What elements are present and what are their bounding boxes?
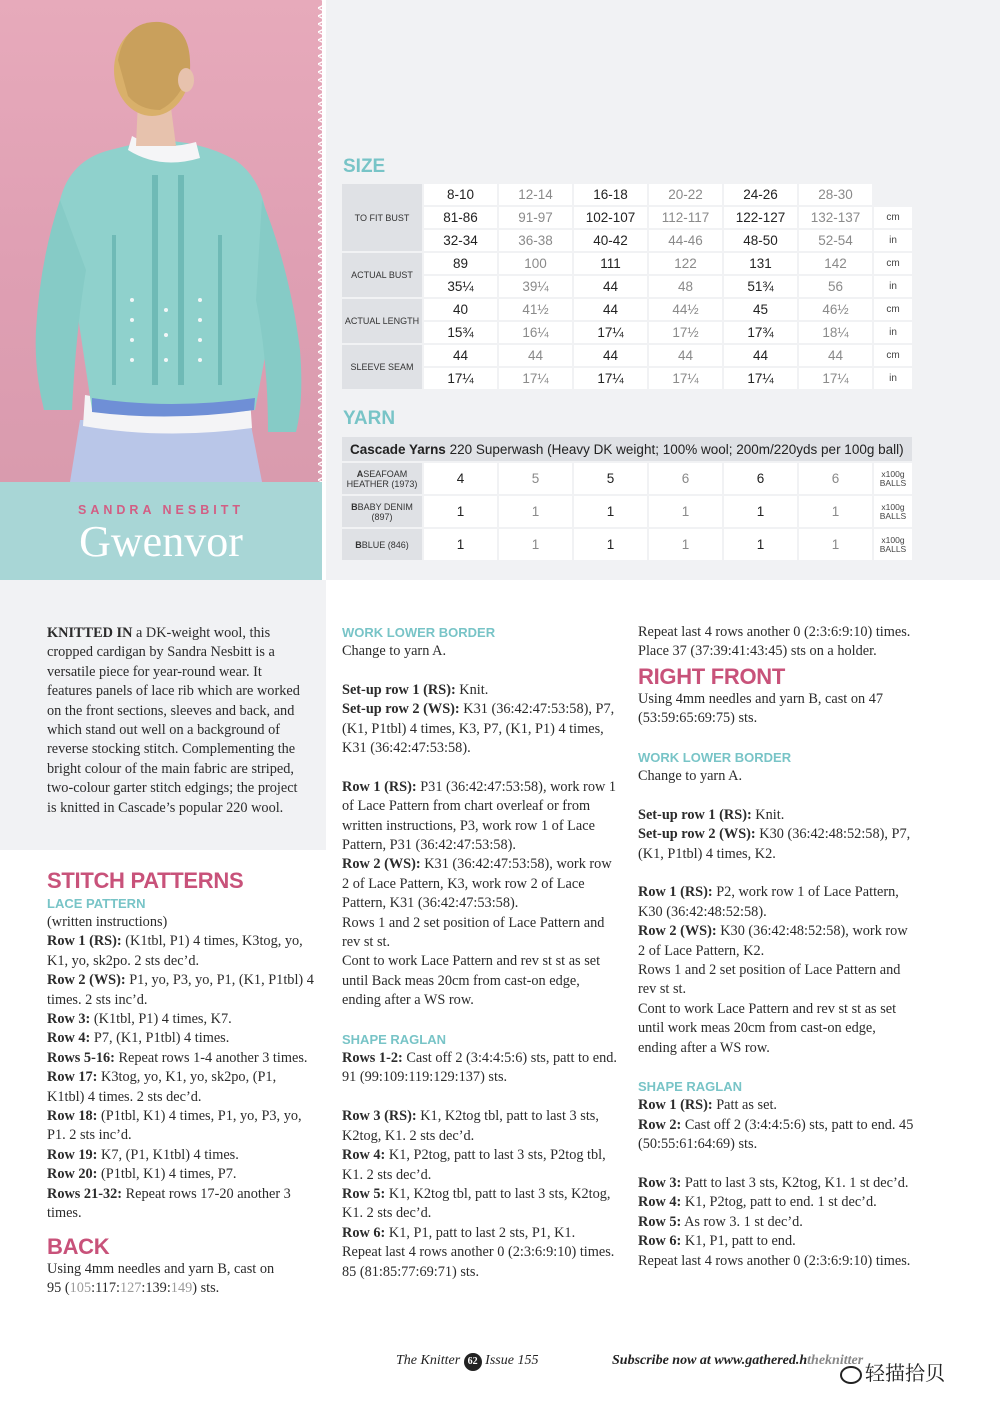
stitch-row: Row 2 (WS): P1, yo, P3, yo, P1, (K1, P1tbl) 4 times. 2 sts inc’d. <box>47 972 314 1008</box>
size-row-label: ACTUAL BUST <box>342 253 422 297</box>
page-number: 62 <box>464 1353 482 1371</box>
rf-raglan-row-6: Row 6: K1, P1, patt to end. <box>638 1233 796 1250</box>
yarn-cell: 6 <box>724 463 797 494</box>
stitch-row: Row 18: (P1tbl, K1) 4 times, P1, yo, P3, yo, P1. 2 sts inc’d. <box>47 1108 302 1144</box>
size-cell: 44 <box>424 345 497 366</box>
size-cell: 35¼ <box>424 276 497 297</box>
size-cell: 51¾ <box>724 276 797 297</box>
yarn-cell: 1 <box>499 529 572 560</box>
size-cell: 44 <box>799 345 872 366</box>
stitch-row: Row 4: P7, (K1, P1tbl) 4 times. <box>47 1030 230 1047</box>
yarn-cell: 1 <box>649 529 722 560</box>
yarn-cell: 1 <box>424 496 497 527</box>
yarn-shade-label: ASEAFOAM HEATHER (1973) <box>342 463 422 494</box>
right-front-instructions <box>638 623 916 1271</box>
watermark: 轻描拾贝 <box>840 1357 945 1386</box>
size-cell: 28-30 <box>799 184 872 205</box>
raglan-rows-1-2: Rows 1-2: Cast off 2 (3:4:4:5:6) sts, patt to end. <box>342 1050 617 1067</box>
size-cell: 132-137 <box>799 207 872 228</box>
lace-pattern-subheading: LACE PATTERN <box>47 896 146 911</box>
yarn-row <box>342 463 912 494</box>
size-cell: 17¾ <box>724 322 797 343</box>
stitch-row: Row 20: (P1tbl, K1) 4 times, P7. <box>47 1166 237 1183</box>
size-cell: 8-10 <box>424 184 497 205</box>
size-unit: in <box>874 276 912 297</box>
size-cell: 32-34 <box>424 230 497 251</box>
size-cell: 17¼ <box>724 368 797 389</box>
raglan-row-3: Row 3 (RS): K1, K2tog tbl, patt to last 3 sts, K2tog, K1. 2 sts dec’d. <box>342 1108 599 1144</box>
size-unit: cm <box>874 345 912 366</box>
size-cell: 36-38 <box>499 230 572 251</box>
work-lower-border-heading: WORK LOWER BORDER <box>342 625 496 640</box>
stitch-row: Row 3: (K1tbl, P1) 4 times, K7. <box>47 1011 232 1028</box>
cover-photo <box>0 0 322 482</box>
size-cell: 17½ <box>649 322 722 343</box>
size-cell: 111 <box>574 253 647 274</box>
rf-raglan-row-3: Row 3: Patt to last 3 sts, K2tog, K1. 1 st dec’d. <box>638 1175 909 1192</box>
size-row <box>342 322 912 343</box>
footer-subscribe[interactable]: Subscribe now at www.gathered.htheknitter <box>612 1353 864 1368</box>
repeat-text: Repeat last 4 rows another 0 (2:3:6:9:10) times. <box>342 1244 615 1261</box>
size-cell: 40 <box>424 299 497 320</box>
size-cell: 12-14 <box>499 184 572 205</box>
rf-raglan-row-2: Row 2: Cast off 2 (3:4:4:5:6) sts, patt to end. 45 (50:55:61:64:69) sts. <box>638 1116 914 1153</box>
rf-shape-raglan-heading: SHAPE RAGLAN <box>638 1079 743 1095</box>
intro-body: a DK-weight wool, this cropped cardigan by Sandra Nesbitt is a versatile piece for year-round wear. It features panels of lace rib which are worked on the front sections, sleeves and back, and which stand out well on a background of reverse stocking stitch. Complementing the bright colour of the main fabric are striped, two-colour garter stitch edgings; the project is knitted in Cascade’s popular 220 wool. <box>47 625 300 816</box>
size-cell: 45 <box>724 299 797 320</box>
rf-raglan-row-1: Row 1 (RS): Patt as set. <box>638 1097 777 1114</box>
setup-row-1: Set-up row 1 (RS): Knit. <box>342 681 489 698</box>
repeat-result: 85 (81:85:77:69:71) sts. <box>342 1263 480 1280</box>
yarn-cell: 1 <box>574 496 647 527</box>
setup-row-2: Set-up row 2 (WS): K31 (36:42:47:53:58), P7, (K1, P1tbl) 4 times, K3, P7, (K1, P1) 4 times, K31 (36:42:47:53:58). <box>342 701 615 757</box>
size-cell: 39¼ <box>499 276 572 297</box>
rf-setup-row-1: Set-up row 1 (RS): Knit. <box>638 806 785 823</box>
size-table <box>340 182 914 391</box>
size-row <box>342 368 912 389</box>
size-unit: in <box>874 368 912 389</box>
yarn-unit: x100g BALLS <box>874 496 912 527</box>
size-cell: 122-127 <box>724 207 797 228</box>
size-row <box>342 184 912 205</box>
size-unit: in <box>874 230 912 251</box>
size-cell: 15¾ <box>424 322 497 343</box>
yarn-cell: 6 <box>799 463 872 494</box>
yarn-shade-label: BBABY DENIM (897) <box>342 496 422 527</box>
right-front-cast-on: Using 4mm needles and yarn B, cast on 47 (53:59:65:69:75) sts. <box>638 690 883 727</box>
right-front-heading: RIGHT FRONT <box>638 663 786 689</box>
size-cell: 24-26 <box>724 184 797 205</box>
size-cell: 91-97 <box>499 207 572 228</box>
size-cell: 89 <box>424 253 497 274</box>
yarn-cell: 1 <box>724 496 797 527</box>
size-heading: SIZE <box>343 156 386 177</box>
size-cell: 44 <box>574 299 647 320</box>
size-cell: 44½ <box>649 299 722 320</box>
pattern-title: Gwenvor <box>79 517 243 566</box>
size-row-label: TO FIT BUST <box>342 184 422 251</box>
rf-row-1: Row 1 (RS): P2, work row 1 of Lace Pattern, K30 (36:42:48:52:58). <box>638 884 899 920</box>
size-cell: 17¼ <box>574 368 647 389</box>
yarn-heading: YARN <box>343 408 396 429</box>
yarn-cell: 1 <box>424 529 497 560</box>
size-row <box>342 230 912 251</box>
rf-work-lower-border-heading: WORK LOWER BORDER <box>638 750 792 766</box>
size-cell: 102-107 <box>574 207 647 228</box>
rf-row-2: Row 2 (WS): K30 (36:42:48:52:58), work row 2 of Lace Pattern, K2. <box>638 923 908 959</box>
stitch-patterns-heading: STITCH PATTERNS <box>47 868 244 893</box>
set-position-text: Rows 1 and 2 set position of Lace Pattern and rev st st. <box>342 914 605 951</box>
stitch-row: Row 1 (RS): (K1tbl, P1) 4 times, K3tog, yo, K1, yo, sk2po. 2 sts dec’d. <box>47 933 303 969</box>
size-row <box>342 253 912 274</box>
raglan-result: 91 (99:109:119:129:137) sts. <box>342 1069 508 1086</box>
yarn-row <box>342 529 912 560</box>
rf-change-yarn-text: Change to yarn A. <box>638 768 743 785</box>
yarn-row <box>342 496 912 527</box>
rf-raglan-row-5: Row 5: As row 3. 1 st dec’d. <box>638 1213 803 1230</box>
yarn-cell: 1 <box>799 529 872 560</box>
intro-text <box>47 624 309 818</box>
yarn-unit: x100g BALLS <box>874 529 912 560</box>
back-heading: BACK <box>47 1233 110 1259</box>
continue-text: Cont to work Lace Pattern and rev st st as set until Back meas 20cm from cast-on edge, ending after a WS row. <box>342 953 601 1009</box>
yarn-shade-label: BBLUE (846) <box>342 529 422 560</box>
yarn-cell: 1 <box>649 496 722 527</box>
footer-magazine: The Knitter 62 Issue 155 <box>396 1353 538 1371</box>
size-cell: 17¼ <box>649 368 722 389</box>
size-cell: 44 <box>724 345 797 366</box>
size-cell: 17¼ <box>424 368 497 389</box>
model-photo-illustration <box>0 0 322 482</box>
rf-setup-row-2: Set-up row 2 (WS): K30 (36:42:48:52:58), P7, (K1, P1tbl) 4 times, K2. <box>638 826 911 862</box>
rf-repeat-text: Repeat last 4 rows another 0 (2:3:6:9:10) times. <box>638 1252 911 1269</box>
size-cell: 142 <box>799 253 872 274</box>
stitch-row: Row 17: K3tog, yo, K1, yo, sk2po, (P1, K1tbl) 4 times. 2 sts dec’d. <box>47 1069 277 1105</box>
yarn-unit: x100g BALLS <box>874 463 912 494</box>
stitch-patterns-section <box>47 862 315 1298</box>
change-yarn-text: Change to yarn A. <box>342 643 447 659</box>
back-instructions <box>342 623 620 1282</box>
raglan-row-5: Row 5: K1, K2tog tbl, patt to last 3 sts, K2tog, K1. 2 sts dec’d. <box>342 1185 611 1222</box>
stitch-row: Rows 21-32: Repeat rows 17-20 another 3 times. <box>47 1185 291 1222</box>
size-unit: cm <box>874 299 912 320</box>
size-cell: 81-86 <box>424 207 497 228</box>
size-unit: cm <box>874 207 912 228</box>
back-row-2: Row 2 (WS): K31 (36:42:47:53:58), work row 2 of Lace Pattern, K3, work row 2 of Lace Pattern, K31 (36:42:47:53:58). <box>342 856 612 912</box>
size-row <box>342 276 912 297</box>
size-cell: 131 <box>724 253 797 274</box>
stitch-row: Rows 5-16: Repeat rows 1-4 another 3 times. <box>47 1049 308 1066</box>
wechat-icon <box>840 1366 862 1384</box>
size-cell: 56 <box>799 276 872 297</box>
size-unit: cm <box>874 253 912 274</box>
yarn-cell: 5 <box>574 463 647 494</box>
size-row-label: SLEEVE SEAM <box>342 345 422 389</box>
size-cell: 122 <box>649 253 722 274</box>
size-unit: in <box>874 322 912 343</box>
size-cell: 17¼ <box>499 368 572 389</box>
back-cast-on: Using 4mm needles and yarn B, cast on 95 (105:117:127:139:149) sts. <box>47 1260 275 1296</box>
size-cell: 44 <box>574 276 647 297</box>
rf-raglan-row-4: Row 4: K1, P2tog, patt to end. 1 st dec’d. <box>638 1194 877 1211</box>
size-cell: 52-54 <box>799 230 872 251</box>
size-cell: 44-46 <box>649 230 722 251</box>
written-instructions-note: (written instructions) <box>47 914 168 930</box>
raglan-row-6: Row 6: K1, P1, patt to last 2 sts, P1, K1. <box>342 1224 576 1241</box>
size-cell: 16-18 <box>574 184 647 205</box>
shape-raglan-heading: SHAPE RAGLAN <box>342 1032 447 1048</box>
place-holder-text: Place 37 (37:39:41:43:45) sts on a holder. <box>638 643 877 660</box>
yarn-cell: 6 <box>649 463 722 494</box>
back-row-1: Row 1 (RS): P31 (36:42:47:53:58), work row 1 of Lace Pattern from chart overleaf or from written instructions, P3, work row 1 of Lace Pattern, P31 (36:42:47:53:58). <box>342 778 617 854</box>
rf-continue-text: Cont to work Lace Pattern and rev st st as set until work meas 20cm from cast-on edge, ending after a WS row. <box>638 1000 897 1056</box>
stitch-row: Row 19: K7, (P1, K1tbl) 4 times. <box>47 1146 239 1163</box>
size-cell: 41½ <box>499 299 572 320</box>
yarn-table <box>340 435 914 562</box>
size-cell: 17¼ <box>799 368 872 389</box>
yarn-cell: 1 <box>574 529 647 560</box>
yarn-cell: 1 <box>799 496 872 527</box>
size-unit <box>874 184 912 205</box>
size-cell: 100 <box>499 253 572 274</box>
yarn-cell: 1 <box>724 529 797 560</box>
size-cell: 44 <box>499 345 572 366</box>
rf-set-position-text: Rows 1 and 2 set position of Lace Pattern and rev st st. <box>638 962 901 998</box>
size-cell: 112-117 <box>649 207 722 228</box>
size-row <box>342 207 912 228</box>
yarn-cell: 4 <box>424 463 497 494</box>
yarn-cell: 1 <box>499 496 572 527</box>
intro-lead: KNITTED IN <box>47 625 133 641</box>
size-cell: 48-50 <box>724 230 797 251</box>
size-cell: 40-42 <box>574 230 647 251</box>
size-cell: 18¼ <box>799 322 872 343</box>
raglan-row-4: Row 4: K1, P2tog, patt to last 3 sts, P2tog tbl, K1. 2 sts dec’d. <box>342 1147 606 1183</box>
size-cell: 17¼ <box>574 322 647 343</box>
yarn-description: Cascade Yarns 220 Superwash (Heavy DK weight; 100% wool; 200m/220yds per 100g ball) <box>342 437 912 461</box>
author-name: SANDRA NESBITT <box>78 503 244 517</box>
size-cell: 20-22 <box>649 184 722 205</box>
size-cell: 44 <box>649 345 722 366</box>
size-row <box>342 345 912 366</box>
size-cell: 46½ <box>799 299 872 320</box>
size-cell: 16¼ <box>499 322 572 343</box>
yarn-cell: 5 <box>499 463 572 494</box>
size-row-label: ACTUAL LENGTH <box>342 299 422 343</box>
size-cell: 48 <box>649 276 722 297</box>
size-cell: 44 <box>574 345 647 366</box>
back-repeat-text: Repeat last 4 rows another 0 (2:3:6:9:10) times. <box>638 624 911 640</box>
size-row <box>342 299 912 320</box>
